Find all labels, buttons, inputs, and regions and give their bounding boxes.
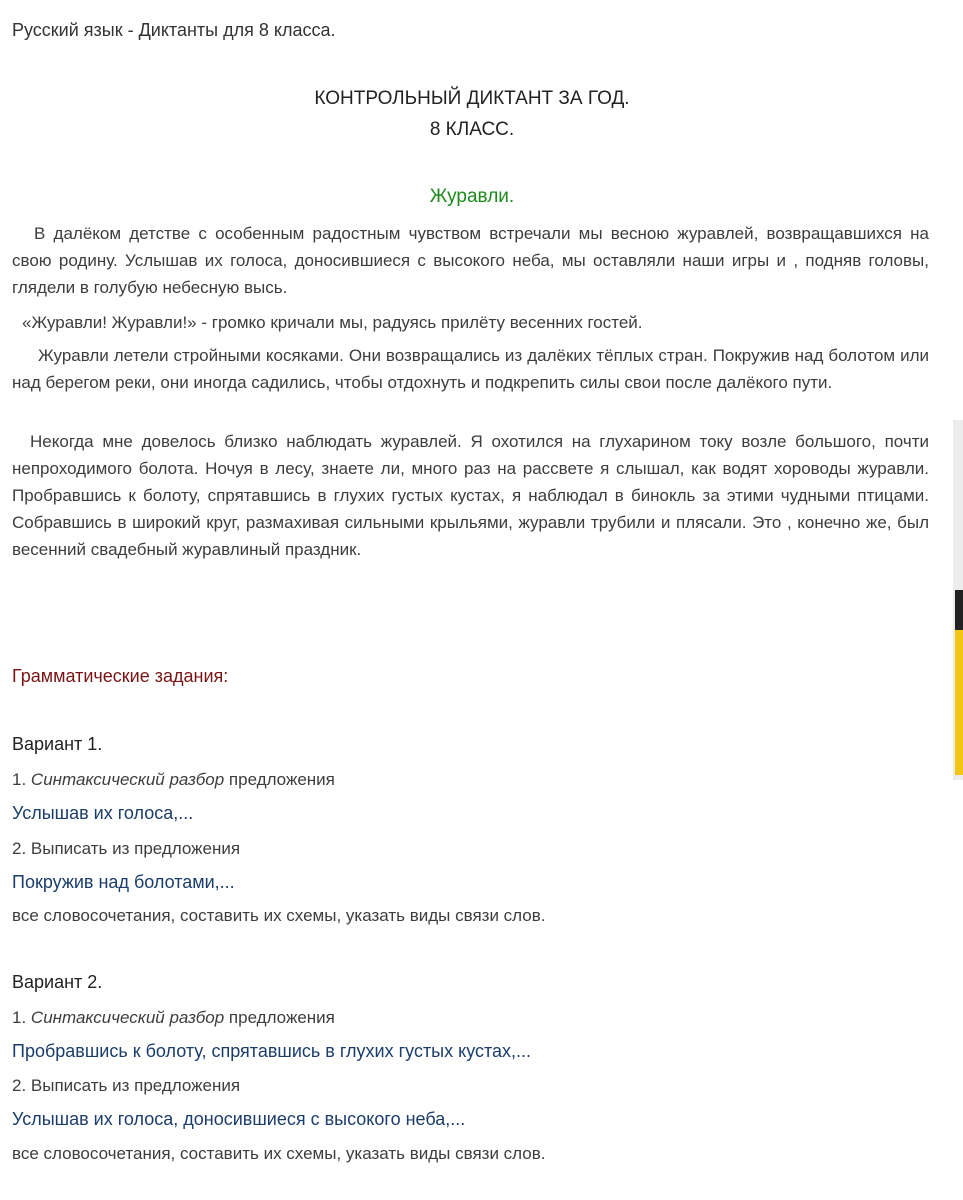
variant-2-task-2: 2. Выписать из предложения — [12, 1076, 241, 1095]
variant-2-quote-2: Услышав их голоса, доносившиеся с высокого неба,... — [12, 1109, 466, 1129]
variant-1-quote-1: Услышав их голоса,... — [12, 803, 194, 823]
variant-1-task-2: 2. Выписать из предложения — [12, 839, 241, 858]
task-number: 1. — [12, 770, 27, 789]
variant-1-quote-2: Покружив над болотами,... — [12, 872, 235, 892]
variant-1-title: Вариант 1. — [12, 734, 103, 754]
task-text: предложения — [228, 1008, 335, 1027]
variant-2-task-1 — [12, 1008, 335, 1028]
side-panel-dark-strip — [955, 590, 963, 630]
variant-2-task-2-rest: все словосочетания, составить их схемы, указать виды связи слов. — [12, 1144, 546, 1163]
task-italic: Синтаксический разбор — [30, 1008, 225, 1027]
variant-1-task-2-rest: все словосочетания, составить их схемы, указать виды связи слов. — [12, 906, 546, 925]
side-panel-yellow-strip — [955, 630, 963, 775]
story-paragraph-4: Некогда мне довелось близко наблюдать журавлей. Я охотился на глухарином току возле большого, почти непроходимого болота. Ночуя в лесу, знаете ли, много раз на рассвете я слышал, как водят хороводы журавли. Пробравшись к болоту, спрятавшись в глухих густых кустах, я наблюдал в бинокль за этими чудными птицами. Собравшись в широкий круг, размахивая сильными крыльями, журавли трубили и плясали. Это , конечно же, был весенний свадебный журавлиный праздник. — [12, 432, 929, 559]
grammar-tasks-heading: Грамматические задания: — [12, 666, 229, 686]
task-number: 1. — [12, 1008, 27, 1027]
variant-2-quote-1: Пробравшись к болоту, спрятавшись в глухих густых кустах,... — [12, 1041, 532, 1061]
breadcrumb[interactable]: Русский язык - Диктанты для 8 класса. — [12, 20, 336, 40]
story-title: Журавли. — [429, 186, 515, 207]
variant-1-task-1 — [12, 770, 335, 790]
page-title-line-1: КОНТРОЛЬНЫЙ ДИКТАНТ ЗА ГОД. — [314, 88, 630, 109]
task-text: предложения — [228, 770, 335, 789]
story-paragraph-2: «Журавли! Журавли!» - громко кричали мы, радуясь прилёту весенних гостей. — [22, 313, 643, 332]
task-italic: Синтаксический разбор — [30, 770, 225, 789]
story-paragraph-1: В далёком детстве с особенным радостным чувством встречали мы весною журавлей, возвращавшихся на свою родину. Услышав их голоса, доносившиеся с высокого неба, мы оставляли наши игры и , подняв головы, глядели в голубую небесную высь. — [12, 224, 929, 297]
story-paragraph-3: Журавли летели стройными косяками. Они возвращались из далёких тёплых стран. Покружив над болотом или над берегом реки, они иногда садились, чтобы отдохнуть и подкрепить силы свои после далёкого пути. — [12, 346, 929, 392]
page-title-line-2: 8 КЛАСС. — [429, 119, 515, 140]
variant-2-title: Вариант 2. — [12, 972, 103, 992]
